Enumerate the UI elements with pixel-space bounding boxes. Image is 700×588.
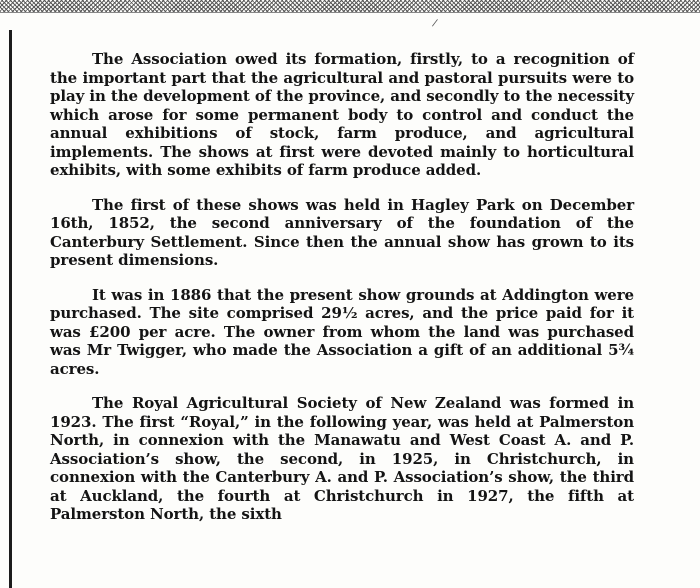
article-body <box>50 50 634 524</box>
print-mark: / <box>431 17 439 30</box>
top-border-rule <box>0 0 700 13</box>
paragraph-formation: The Association owed its formation, firstly, to a recognition of the important part that the agricultural and pastoral pursuits were to play in the development of the province, and secondly to the necessity which arose for some permanent body to control and conduct the annual exhibitions of stock, farm produce, and agricultural implements. The shows at first were devoted mainly to horticultural exhibits, with some exhibits of farm produce added. <box>50 50 634 179</box>
paragraph-royal-society: The Royal Agricultural Society of New Zealand was formed in 1923. The first “Royal,” in the following year, was held at Palmerston North, in connexion with the Manawatu and West Coast A. and P. Association’s show, the second, in 1925, in Christchurch, in connexion with the Canterbury A. and P. Association’s show, the third at Auckland, the fourth at Christchurch in 1927, the fifth at Palmerston North, the sixth <box>50 394 634 523</box>
column-rule <box>9 30 12 588</box>
paragraph-show-grounds: It was in 1886 that the present show grounds at Addington were purchased. The site comprised 29½ acres, and the price paid for it was £200 per acre. The owner from whom the land was purchased was Mr Twigger, who made the Association a gift of an additional 5¾ acres. <box>50 285 634 378</box>
paragraph-first-show: The first of these shows was held in Hagley Park on December 16th, 1852, the second anniversary of the foundation of the Canterbury Settlement. Since then the annual show has grown to its present dimensions. <box>50 195 634 269</box>
